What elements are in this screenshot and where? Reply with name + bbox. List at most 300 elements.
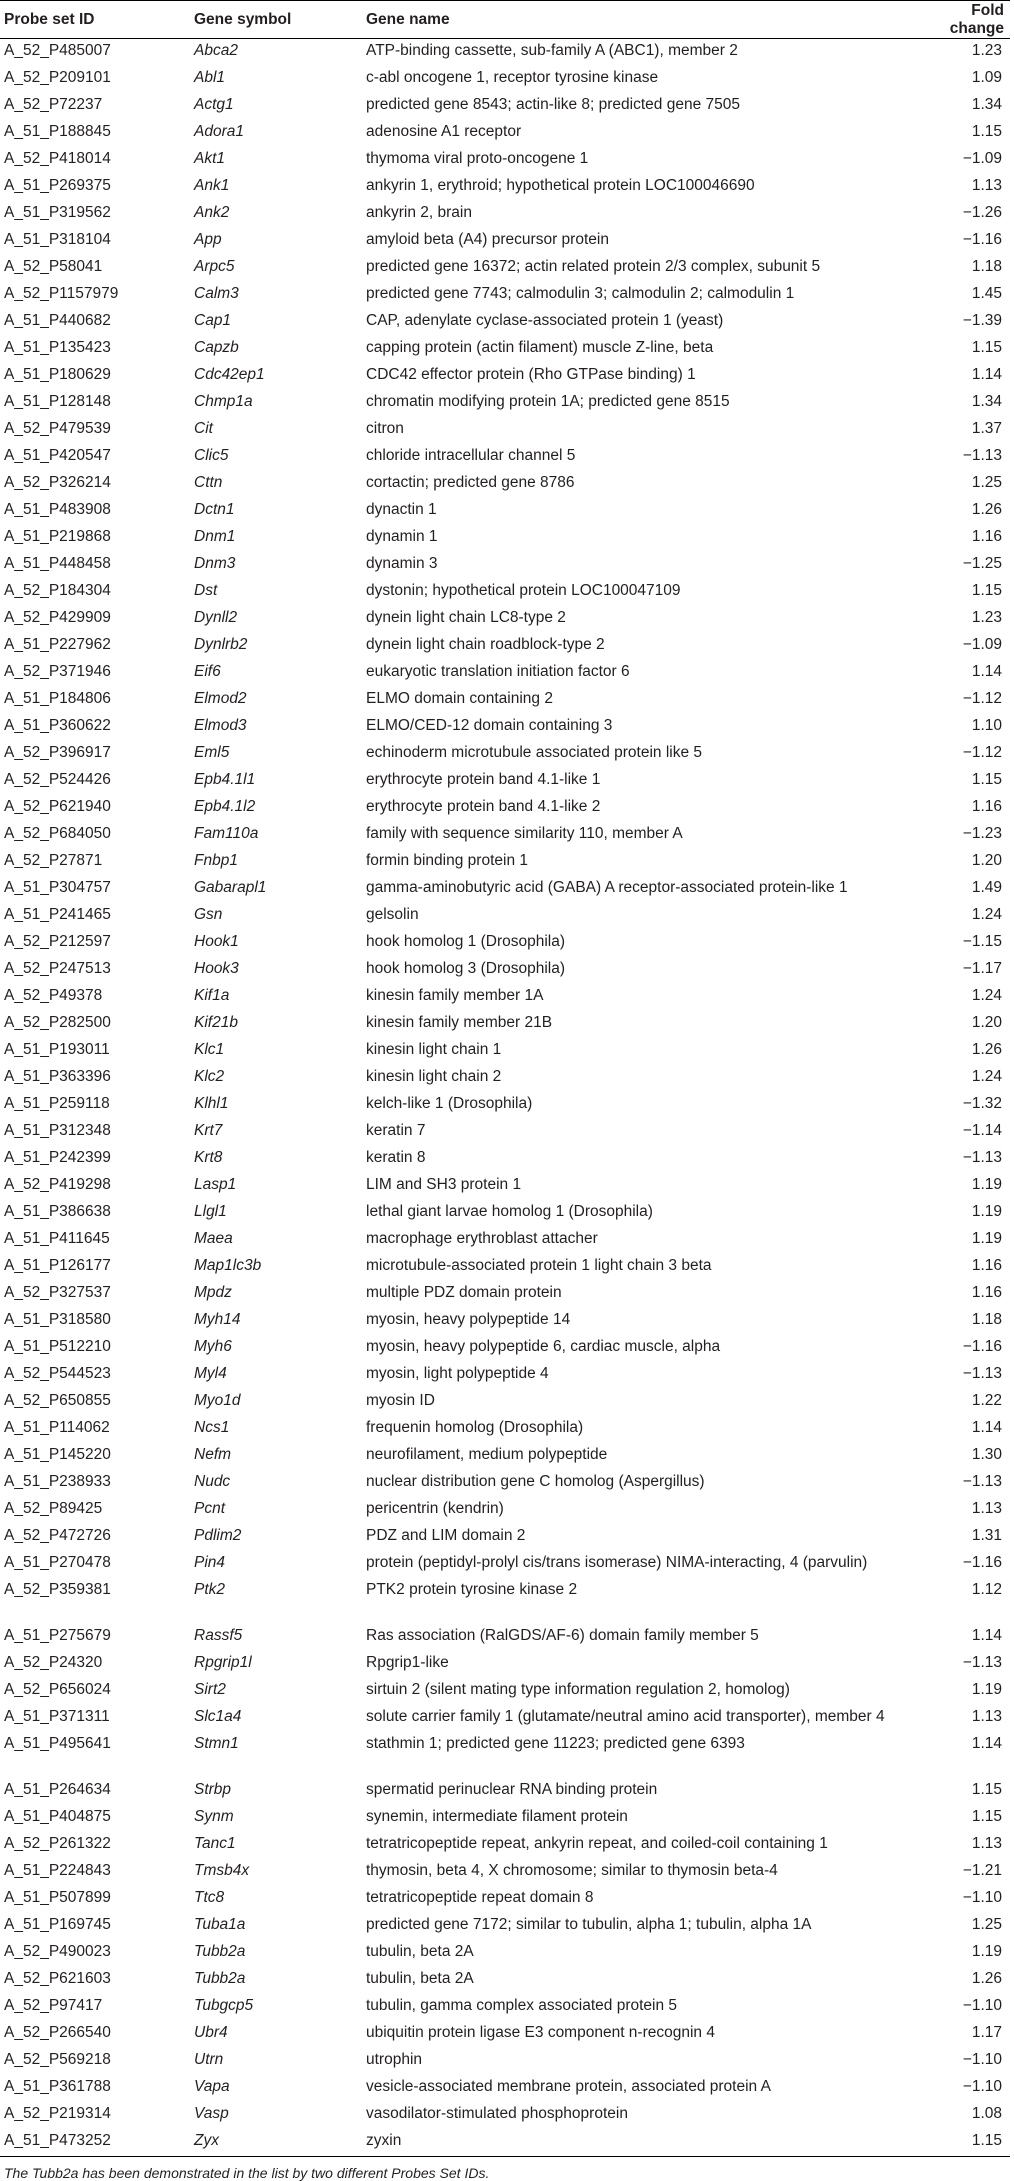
table-row	[0, 1470, 1010, 1497]
cell-gene-symbol: Krt8	[194, 1149, 223, 1166]
cell-gene-symbol: Krt7	[194, 1122, 223, 1139]
cell-gene-name: myosin, heavy polypeptide 14	[366, 1311, 571, 1328]
table-row	[0, 471, 1010, 498]
table-row	[0, 1416, 1010, 1443]
cell-probe-set-id: A_52_P396917	[4, 744, 111, 761]
cell-probe-set-id: A_52_P418014	[4, 150, 111, 167]
cell-gene-symbol: Synm	[194, 1808, 234, 1825]
cell-gene-name: dynamin 3	[366, 555, 438, 572]
cell-gene-symbol: Ncs1	[194, 1419, 230, 1436]
cell-probe-set-id: A_51_P264634	[4, 1781, 111, 1798]
table-row	[0, 687, 1010, 714]
table-row	[0, 1913, 1010, 1940]
table-footnote: The Tubb2a has been demonstrated in the list by two different Probes Set IDs.	[4, 2165, 490, 2181]
cell-probe-set-id: A_51_P319562	[4, 204, 111, 221]
table-row	[0, 390, 1010, 417]
cell-gene-symbol: Cdc42ep1	[194, 366, 265, 383]
cell-fold-change: −1.13	[962, 1365, 1002, 1382]
cell-gene-symbol: Eml5	[194, 744, 230, 761]
cell-gene-symbol: Dst	[194, 582, 218, 599]
cell-fold-change: 1.24	[971, 987, 1002, 1004]
cell-gene-name: adenosine A1 receptor	[366, 123, 522, 140]
cell-fold-change: 1.12	[971, 1581, 1002, 1598]
cell-gene-name: amyloid beta (A4) precursor protein	[366, 231, 609, 248]
cell-gene-name: zyxin	[362, 2129, 910, 2157]
table-row	[0, 984, 1010, 1011]
cell-probe-set-id: A_51_P318580	[4, 1311, 111, 1328]
cell-fold-change: −1.10	[962, 2078, 1002, 2095]
cell-gene-symbol: Klc1	[194, 1041, 225, 1058]
cell-gene-symbol: App	[194, 231, 222, 248]
cell-probe-set-id: A_52_P326214	[4, 474, 111, 491]
cell-gene-symbol: Tubb2a	[194, 1970, 246, 1987]
cell-gene-name: CAP, adenylate cyclase-associated protein 1 (yeast)	[366, 312, 724, 329]
cell-fold-change: 1.08	[971, 2105, 1002, 2122]
cell-gene-name: eukaryotic translation initiation factor 6	[366, 663, 630, 680]
cell-gene-symbol: Fnbp1	[194, 852, 238, 869]
cell-probe-set-id: A_51_P227962	[4, 636, 111, 653]
cell-gene-symbol: Map1lc3b	[194, 1257, 262, 1274]
cell-fold-change: −1.32	[962, 1095, 1002, 1112]
cell-fold-change: 1.14	[971, 1627, 1002, 1644]
cell-fold-change: −1.10	[962, 1889, 1002, 1906]
cell-gene-symbol: Calm3	[194, 285, 239, 302]
cell-fold-change: −1.23	[962, 825, 1002, 842]
table-row	[0, 1065, 1010, 1092]
cell-fold-change: 1.16	[971, 1284, 1002, 1301]
table-row	[0, 417, 1010, 444]
cell-probe-set-id: A_52_P209101	[4, 69, 111, 86]
cell-gene-name: tetratricopeptide repeat domain 8	[366, 1889, 594, 1906]
cell-gene-symbol: Rpgrip1l	[194, 1654, 252, 1671]
table-row	[0, 2129, 1010, 2157]
table-row	[0, 1389, 1010, 1416]
cell-fold-change: 1.15	[910, 2129, 1010, 2157]
cell-gene-symbol: Adora1	[194, 123, 244, 140]
table-row	[0, 957, 1010, 984]
table-row	[0, 1281, 1010, 1308]
cell-gene-name: kinesin family member 21B	[366, 1014, 553, 1031]
cell-gene-symbol: Capzb	[194, 339, 239, 356]
table-row	[0, 2102, 1010, 2129]
cell-fold-change: 1.13	[971, 1500, 1002, 1517]
table-row	[0, 1551, 1010, 1578]
table-row	[0, 1254, 1010, 1281]
cell-gene-symbol: Stmn1	[194, 1735, 239, 1752]
cell-gene-name: vesicle-associated membrane protein, associated protein A	[366, 2078, 771, 2095]
cell-gene-symbol: Dnm1	[194, 528, 236, 545]
cell-fold-change: −1.10	[962, 2051, 1002, 2068]
cell-probe-set-id: A_51_P224843	[4, 1862, 111, 1879]
cell-probe-set-id: A_51_P114062	[4, 1419, 110, 1436]
cell-probe-set-id: A_51_P420547	[4, 447, 111, 464]
cell-gene-name: gamma-aminobutyric acid (GABA) A receptor-associated protein-like 1	[366, 879, 848, 896]
cell-probe-set-id: A_51_P448458	[4, 555, 111, 572]
cell-probe-set-id: A_52_P569218	[4, 2051, 111, 2068]
table-row	[0, 1362, 1010, 1389]
cell-fold-change: 1.23	[971, 42, 1002, 59]
cell-gene-name: keratin 7	[366, 1122, 426, 1139]
table-row	[0, 1227, 1010, 1254]
cell-probe-set-id: A_51_P242399	[4, 1149, 111, 1166]
table-row	[0, 363, 1010, 390]
table-row	[0, 1732, 1010, 1778]
cell-probe-set-id: A_52_P27871	[4, 852, 103, 869]
cell-probe-set-id: A_51_P259118	[4, 1095, 110, 1112]
cell-probe-set-id: A_51_P180629	[4, 366, 111, 383]
cell-gene-symbol: Llgl1	[194, 1203, 227, 1220]
cell-gene-symbol: Epb4.1l2	[194, 798, 256, 815]
table-row	[0, 1805, 1010, 1832]
cell-gene-name: synemin, intermediate filament protein	[366, 1808, 628, 1825]
table-row	[0, 903, 1010, 930]
cell-probe-set-id: A_52_P219314	[4, 2105, 111, 2122]
cell-fold-change: 1.26	[971, 1970, 1002, 1987]
cell-gene-name: formin binding protein 1	[366, 852, 528, 869]
cell-fold-change: 1.15	[971, 771, 1002, 788]
table-row	[0, 930, 1010, 957]
table-row	[0, 579, 1010, 606]
cell-fold-change: 1.25	[971, 474, 1002, 491]
table-row	[0, 768, 1010, 795]
cell-fold-change: 1.26	[971, 501, 1002, 518]
cell-probe-set-id: A_52_P684050	[4, 825, 111, 842]
table-row	[0, 1092, 1010, 1119]
cell-gene-name: ankyrin 2, brain	[366, 204, 472, 221]
table-row	[0, 66, 1010, 93]
table-row	[0, 1038, 1010, 1065]
cell-gene-name: dynamin 1	[366, 528, 438, 545]
cell-gene-symbol: Chmp1a	[194, 393, 253, 410]
cell-gene-symbol: Clic5	[194, 447, 229, 464]
cell-gene-symbol: Arpc5	[194, 258, 235, 275]
cell-gene-symbol: Rassf5	[194, 1627, 243, 1644]
cell-probe-set-id: A_51_P371311	[4, 1708, 110, 1725]
table-row	[0, 147, 1010, 174]
cell-probe-set-id: A_51_P304757	[4, 879, 111, 896]
cell-gene-name: ELMO/CED-12 domain containing 3	[366, 717, 613, 734]
cell-probe-set-id: A_52_P524426	[4, 771, 111, 788]
cell-gene-symbol: Cap1	[194, 312, 232, 329]
cell-fold-change: 1.19	[971, 1203, 1002, 1220]
table-row	[0, 660, 1010, 687]
cell-gene-name: tubulin, beta 2A	[366, 1943, 474, 1960]
cell-fold-change: 1.45	[971, 285, 1002, 302]
cell-gene-symbol: Tubgcp5	[194, 1997, 254, 2014]
cell-gene-symbol: Gsn	[194, 906, 223, 923]
cell-gene-name: dynactin 1	[366, 501, 437, 518]
table-row	[0, 2048, 1010, 2075]
cell-probe-set-id: A_51_P440682	[4, 312, 111, 329]
cell-fold-change: 1.15	[971, 339, 1002, 356]
cell-gene-symbol: Dctn1	[194, 501, 235, 518]
table-row	[0, 1678, 1010, 1705]
cell-gene-name: chloride intracellular channel 5	[366, 447, 576, 464]
cell-probe-set-id: A_51_P145220	[4, 1446, 111, 1463]
cell-gene-symbol: Ank2	[194, 204, 230, 221]
cell-gene-name: predicted gene 7743; calmodulin 3; calmodulin 2; calmodulin 1	[366, 285, 795, 302]
cell-gene-symbol: Myl4	[194, 1365, 227, 1382]
cell-fold-change: 1.19	[971, 1681, 1002, 1698]
cell-fold-change: 1.13	[971, 1835, 1002, 1852]
cell-probe-set-id: A_51_P404875	[4, 1808, 111, 1825]
cell-gene-name: protein (peptidyl-prolyl cis/trans isomerase) NIMA-interacting, 4 (parvulin)	[366, 1554, 868, 1571]
cell-probe-set-id: A_51_P512210	[4, 1338, 111, 1355]
cell-fold-change: 1.34	[971, 393, 1002, 410]
cell-gene-symbol: Klhl1	[194, 1095, 229, 1112]
cell-probe-set-id: A_52_P359381	[4, 1581, 111, 1598]
cell-gene-name: multiple PDZ domain protein	[366, 1284, 562, 1301]
cell-gene-symbol: Akt1	[194, 150, 226, 167]
cell-gene-symbol: Gabarapl1	[194, 879, 267, 896]
cell-gene-name: pericentrin (kendrin)	[366, 1500, 504, 1517]
cell-gene-symbol: Vapa	[194, 2078, 230, 2095]
cell-gene-name: dystonin; hypothetical protein LOC100047109	[366, 582, 681, 599]
cell-fold-change: 1.09	[971, 69, 1002, 86]
table-row	[0, 1524, 1010, 1551]
cell-fold-change: −1.09	[962, 150, 1002, 167]
table-row	[0, 2021, 1010, 2048]
cell-gene-symbol: Tanc1	[194, 1835, 236, 1852]
cell-fold-change: 1.15	[971, 1808, 1002, 1825]
cell-gene-name: ubiquitin protein ligase E3 component n-recognin 4	[366, 2024, 715, 2041]
cell-gene-name: nuclear distribution gene C homolog (Aspergillus)	[366, 1473, 705, 1490]
cell-fold-change: 1.14	[971, 366, 1002, 383]
cell-gene-name: myosin ID	[366, 1392, 435, 1409]
cell-fold-change: 1.18	[971, 258, 1002, 275]
cell-probe-set-id: A_52_P490023	[4, 1943, 111, 1960]
cell-gene-name: chromatin modifying protein 1A; predicted gene 8515	[366, 393, 730, 410]
cell-fold-change: 1.31	[971, 1527, 1002, 1544]
cell-gene-symbol: Ubr4	[194, 2024, 228, 2041]
cell-gene-name: family with sequence similarity 110, member A	[366, 825, 683, 842]
cell-gene-name: lethal giant larvae homolog 1 (Drosophila)	[366, 1203, 653, 1220]
cell-fold-change: −1.15	[962, 933, 1002, 950]
cell-gene-symbol: Pcnt	[194, 1500, 226, 1517]
cell-gene-name: tetratricopeptide repeat, ankyrin repeat, and coiled-coil containing 1	[366, 1835, 828, 1852]
cell-probe-set-id: A_51_P169745	[4, 1916, 111, 1933]
cell-probe-set-id: A_52_P544523	[4, 1365, 111, 1382]
cell-gene-name: thymoma viral proto-oncogene 1	[366, 150, 589, 167]
table-row	[0, 1119, 1010, 1146]
cell-probe-set-id: A_52_P266540	[4, 2024, 111, 2041]
cell-probe-set-id: A_51_P495641	[4, 1735, 111, 1752]
cell-probe-set-id: A_52_P656024	[4, 1681, 111, 1698]
cell-gene-name: spermatid perinuclear RNA binding protein	[366, 1781, 658, 1798]
cell-gene-name: capping protein (actin filament) muscle Z-line, beta	[366, 339, 714, 356]
table-row	[0, 93, 1010, 120]
table-row	[0, 1200, 1010, 1227]
table-row	[0, 1578, 1010, 1624]
cell-probe-set-id: A_51_P473252	[0, 2129, 190, 2157]
cell-gene-symbol: Epb4.1l1	[194, 771, 256, 788]
cell-gene-name: Rpgrip1-like	[366, 1654, 449, 1671]
table-row	[0, 1651, 1010, 1678]
cell-gene-name: kinesin light chain 1	[366, 1041, 502, 1058]
cell-gene-symbol: Kif21b	[194, 1014, 238, 1031]
cell-probe-set-id: A_52_P621603	[4, 1970, 111, 1987]
cell-gene-symbol: Dnm3	[194, 555, 236, 572]
cell-probe-set-id: A_51_P411645	[4, 1230, 110, 1247]
cell-fold-change: −1.17	[962, 960, 1002, 977]
cell-probe-set-id: A_51_P318104	[4, 231, 111, 248]
cell-gene-symbol: Eif6	[194, 663, 221, 680]
table-row	[0, 1624, 1010, 1651]
cell-gene-name: kelch-like 1 (Drosophila)	[366, 1095, 533, 1112]
cell-gene-symbol: Sirt2	[194, 1681, 226, 1698]
cell-gene-symbol: Utrn	[194, 2051, 224, 2068]
cell-gene-name: kinesin light chain 2	[366, 1068, 502, 1085]
cell-fold-change: 1.15	[971, 582, 1002, 599]
cell-probe-set-id: A_51_P219868	[4, 528, 111, 545]
table-row	[0, 1778, 1010, 1805]
table-row	[0, 606, 1010, 633]
cell-gene-symbol: Slc1a4	[194, 1708, 242, 1725]
cell-fold-change: −1.09	[962, 636, 1002, 653]
cell-gene-name: hook homolog 3 (Drosophila)	[366, 960, 566, 977]
table-row	[0, 282, 1010, 309]
cell-gene-name: CDC42 effector protein (Rho GTPase binding) 1	[366, 366, 696, 383]
cell-gene-symbol: Klc2	[194, 1068, 225, 1085]
cell-gene-symbol: Ttc8	[194, 1889, 225, 1906]
cell-gene-name: ATP-binding cassette, sub-family A (ABC1), member 2	[366, 42, 738, 59]
cell-gene-name: dynein light chain roadblock-type 2	[366, 636, 605, 653]
cell-probe-set-id: A_51_P238933	[4, 1473, 111, 1490]
table-row	[0, 1308, 1010, 1335]
cell-gene-name: hook homolog 1 (Drosophila)	[366, 933, 566, 950]
cell-probe-set-id: A_52_P24320	[4, 1654, 103, 1671]
cell-fold-change: 1.18	[971, 1311, 1002, 1328]
cell-fold-change: 1.14	[971, 1419, 1002, 1436]
cell-gene-name: erythrocyte protein band 4.1-like 2	[366, 798, 601, 815]
cell-probe-set-id: A_52_P479539	[4, 420, 111, 437]
table-row	[0, 1443, 1010, 1470]
cell-gene-symbol: Tubb2a	[194, 1943, 246, 1960]
cell-probe-set-id: A_51_P507899	[4, 1889, 111, 1906]
cell-gene-name: gelsolin	[366, 906, 419, 923]
cell-probe-set-id: A_52_P419298	[4, 1176, 111, 1193]
cell-probe-set-id: A_52_P282500	[4, 1014, 111, 1031]
cell-fold-change: 1.16	[971, 1257, 1002, 1274]
cell-gene-symbol: Myo1d	[194, 1392, 241, 1409]
cell-gene-symbol: Ank1	[194, 177, 230, 194]
cell-fold-change: 1.24	[971, 1068, 1002, 1085]
cell-gene-symbol: Pdlim2	[194, 1527, 242, 1544]
cell-fold-change: 1.13	[971, 1708, 1002, 1725]
cell-fold-change: 1.30	[971, 1446, 1002, 1463]
cell-fold-change: 1.13	[971, 177, 1002, 194]
cell-probe-set-id: A_52_P184304	[4, 582, 111, 599]
cell-gene-symbol: Maea	[194, 1230, 233, 1247]
cell-gene-name: solute carrier family 1 (glutamate/neutral amino acid transporter), member 4	[366, 1708, 885, 1725]
cell-gene-symbol: Zyx	[190, 2129, 362, 2157]
cell-probe-set-id: A_51_P193011	[4, 1041, 110, 1058]
cell-fold-change: 1.24	[971, 906, 1002, 923]
cell-gene-symbol: Ptk2	[194, 1581, 226, 1598]
cell-probe-set-id: A_51_P128148	[4, 393, 111, 410]
cell-fold-change: 1.20	[971, 1014, 1002, 1031]
cell-probe-set-id: A_52_P429909	[4, 609, 111, 626]
table-row	[0, 201, 1010, 228]
cell-probe-set-id: A_52_P247513	[4, 960, 111, 977]
table-row	[0, 822, 1010, 849]
cell-fold-change: −1.13	[962, 1654, 1002, 1671]
cell-probe-set-id: A_52_P212597	[4, 933, 111, 950]
cell-probe-set-id: A_51_P386638	[4, 1203, 111, 1220]
cell-gene-symbol: Hook1	[194, 933, 239, 950]
cell-probe-set-id: A_51_P135423	[4, 339, 111, 356]
cell-gene-name: microtubule-associated protein 1 light chain 3 beta	[366, 1257, 712, 1274]
cell-gene-name: stathmin 1; predicted gene 11223; predicted gene 6393	[366, 1735, 745, 1752]
table-row	[0, 1967, 1010, 1994]
cell-gene-symbol: Vasp	[194, 2105, 229, 2122]
cell-probe-set-id: A_51_P483908	[4, 501, 111, 518]
cell-probe-set-id: A_51_P269375	[4, 177, 111, 194]
cell-gene-symbol: Kif1a	[194, 987, 230, 1004]
table-row	[0, 309, 1010, 336]
cell-fold-change: −1.10	[962, 1997, 1002, 2014]
cell-gene-symbol: Dynlrb2	[194, 636, 248, 653]
cell-fold-change: −1.16	[962, 231, 1002, 248]
table-row	[0, 336, 1010, 363]
header-gene-name: Gene name	[366, 10, 450, 28]
table-row	[0, 39, 1010, 67]
table-row	[0, 1859, 1010, 1886]
cell-fold-change: −1.12	[962, 744, 1002, 761]
cell-fold-change: −1.13	[962, 1473, 1002, 1490]
cell-gene-name: predicted gene 8543; actin-like 8; predicted gene 7505	[366, 96, 740, 113]
cell-fold-change: 1.19	[971, 1230, 1002, 1247]
table-row	[0, 498, 1010, 525]
cell-gene-name: PTK2 protein tyrosine kinase 2	[366, 1581, 578, 1598]
cell-gene-name: ELMO domain containing 2	[366, 690, 553, 707]
table-row	[0, 1146, 1010, 1173]
cell-gene-name: frequenin homolog (Drosophila)	[366, 1419, 584, 1436]
cell-probe-set-id: A_51_P312348	[4, 1122, 111, 1139]
cell-fold-change: −1.16	[962, 1554, 1002, 1571]
cell-gene-symbol: Fam110a	[194, 825, 259, 842]
cell-probe-set-id: A_52_P58041	[4, 258, 103, 275]
cell-probe-set-id: A_52_P49378	[4, 987, 103, 1004]
cell-probe-set-id: A_51_P275679	[4, 1627, 111, 1644]
cell-gene-name: myosin, heavy polypeptide 6, cardiac muscle, alpha	[366, 1338, 721, 1355]
cell-fold-change: 1.15	[971, 123, 1002, 140]
cell-gene-symbol: Abl1	[194, 69, 226, 86]
cell-gene-symbol: Abca2	[194, 42, 238, 59]
cell-gene-name: erythrocyte protein band 4.1-like 1	[366, 771, 601, 788]
table-row	[0, 633, 1010, 660]
table-row	[0, 876, 1010, 903]
cell-gene-symbol: Elmod2	[194, 690, 247, 707]
cell-probe-set-id: A_52_P485007	[4, 42, 111, 59]
table-row	[0, 444, 1010, 471]
table-row	[0, 1705, 1010, 1732]
cell-gene-symbol: Hook3	[194, 960, 239, 977]
table-row	[0, 2075, 1010, 2102]
cell-gene-name: keratin 8	[366, 1149, 426, 1166]
cell-fold-change: −1.13	[962, 447, 1002, 464]
cell-fold-change: 1.25	[971, 1916, 1002, 1933]
cell-fold-change: −1.16	[962, 1338, 1002, 1355]
cell-probe-set-id: A_51_P184806	[4, 690, 111, 707]
cell-gene-symbol: Lasp1	[194, 1176, 237, 1193]
cell-probe-set-id: A_52_P472726	[4, 1527, 111, 1544]
cell-fold-change: 1.14	[971, 663, 1002, 680]
cell-probe-set-id: A_51_P241465	[4, 906, 111, 923]
cell-gene-symbol: Dynll2	[194, 609, 238, 626]
table-row	[0, 849, 1010, 876]
cell-probe-set-id: A_52_P650855	[4, 1392, 111, 1409]
